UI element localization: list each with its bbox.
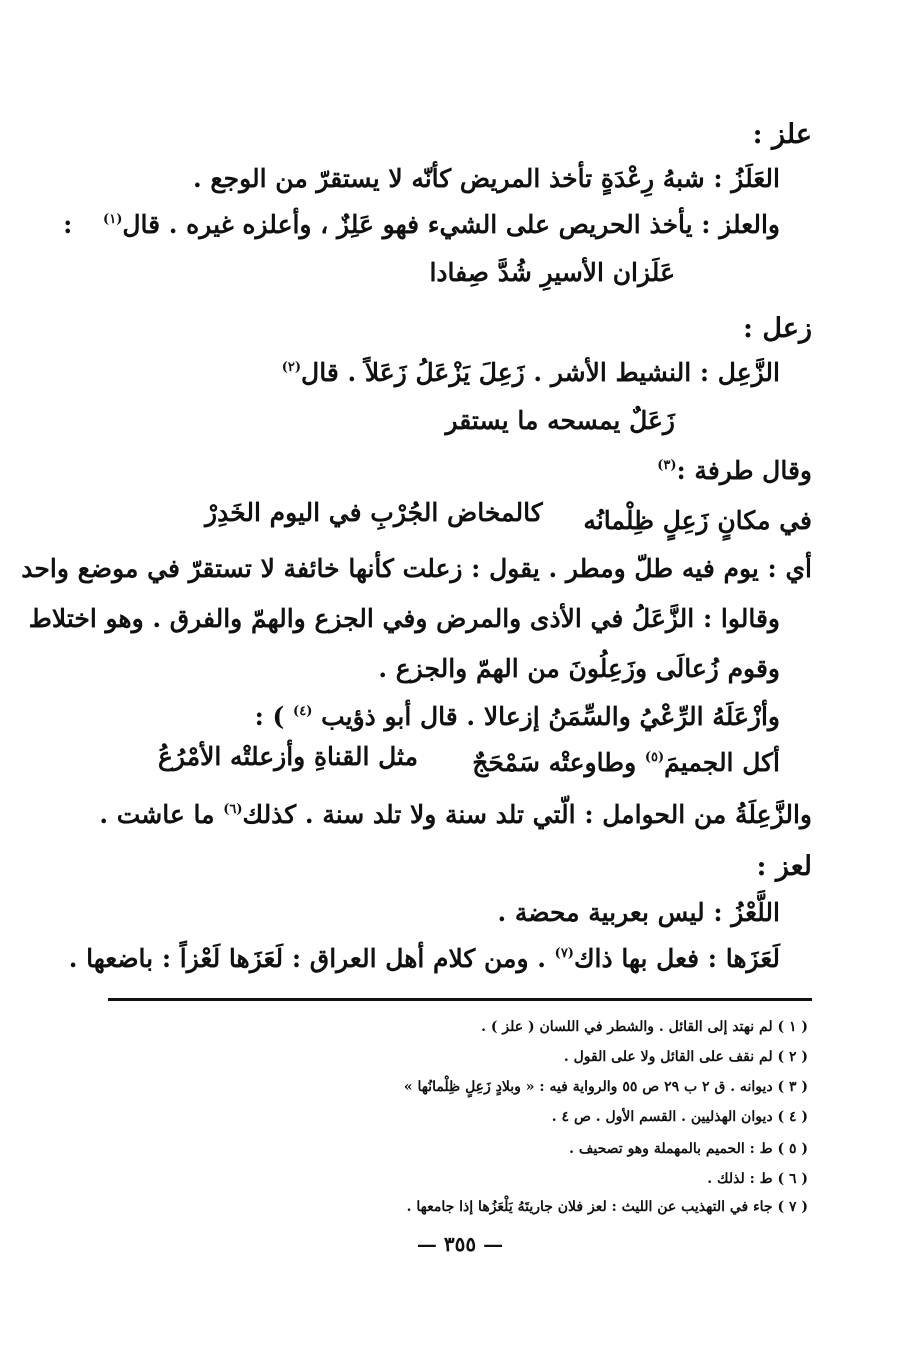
- entry-line: والعلز : يأخذ الحريص على الشيء فهو عَلِزٌ ، وأعلزه غيره . قال$^{(١)}$ :: [63, 210, 780, 239]
- page-number: — ٣٥٥ —: [416, 1232, 504, 1256]
- footnote-ref: (٤): [293, 704, 313, 719]
- entry-line: العَلَزُ : شبهُ رِعْدَةٍ تأخذ المريض كأنّه لا يستقرّ من الوجع .: [192, 164, 780, 193]
- footnote-ref: (٥): [644, 750, 665, 765]
- footnote-ref: (٣): [657, 458, 677, 473]
- footnote-ref: (٧): [554, 946, 574, 961]
- footnote-separator: [108, 998, 812, 1001]
- footnote-ref: (٦): [223, 802, 243, 817]
- entry-line: والزَّعِلَةُ من الحوامل : الّتي تلد سنة ولا تلد سنة . كذلك$^{(٦)}$ ما عاشت .: [99, 800, 812, 829]
- entry-line: وقوم زُعالَى وزَعِلُونَ من الهمّ والجزع .: [378, 654, 780, 683]
- footnote: ( ٣ ) ديوانه . ق ٢ ب ٢٩ ص ٥٥ والرواية فيه : « وبلادٍ زَعِلٍ ظِلْمانُها »: [403, 1079, 808, 1095]
- entry-line: وأزْعَلَهُ الرِّعْيُ والسِّمَنُ إزعالا . قال أبو ذؤيب $^{(٤)}$ ) :: [254, 702, 780, 731]
- verse-line: عَلَزان الأسيرِ شُدَّ صِفادا: [429, 258, 675, 287]
- entry-heading-zaal: زعل :: [743, 313, 812, 344]
- entry-line: لَعَزَها : فعل بها ذاك$^{(٧)}$ . ومن كلام أهل العراق : لَعَزَها لَعْزاً : باضعها .: [68, 944, 780, 973]
- entry-heading-laaz: لعز :: [756, 851, 812, 882]
- verse-line: زَعَلٌ يمسحه ما يستقر: [445, 406, 675, 435]
- footnote-ref: (٢): [281, 360, 302, 375]
- verse-hemistich-second: كالمخاض الجُرْبِ في اليوم الخَدِرْ: [205, 498, 543, 527]
- footnote: ( ٦ ) ط : لذلك .: [707, 1171, 808, 1187]
- verse-hemistich-first: أكل الجميمَ$^{(٥)}$ وطاوعتْه سَمْحَجٌ: [472, 748, 780, 777]
- footnote: ( ٤ ) ديوان الهذليين . القسم الأول . ص ٤ .: [551, 1109, 808, 1125]
- footnote: ( ٢ ) لم نقف على القائل ولا على القول .: [563, 1049, 808, 1065]
- footnote: ( ٧ ) جاء في التهذيب عن الليث : لعز فلان جاريتَهُ يَلْعَزُها إذا جامعها .: [406, 1199, 808, 1215]
- footnote: ( ١ ) لم نهتد إلى القائل . والشطر في اللسان ( علز ) .: [481, 1019, 808, 1035]
- entry-line: اللَّعْزُ : ليس بعربية محضة .: [497, 898, 780, 927]
- entry-line: وقال طرفة :$^{(٣)}$: [657, 456, 812, 485]
- entry-line: وقالوا : الزَّعَلُ في الأذى والمرض وفي الجزع والهمّ والفرق . وهو اختلاط: [28, 604, 780, 633]
- entry-line: الزَّعِل : النشيط الأشر . زَعِلَ يَزْعَلُ زَعَلاً . قال$^{(٢)}$: [281, 358, 780, 387]
- footnote-ref: (١): [103, 212, 123, 227]
- entry-line: أي : يوم فيه طلّ ومطر . يقول : زعلت كأنها خائفة لا تستقرّ في موضع واحد: [21, 554, 812, 583]
- entry-heading-alaz: علز :: [752, 119, 812, 150]
- verse-hemistich-first: في مكانٍ زَعِلٍ ظِلْمانُه: [583, 506, 812, 535]
- footnote: ( ٥ ) ط : الحميم بالمهملة وهو تصحيف .: [569, 1141, 808, 1157]
- verse-hemistich-second: مثل القناةِ وأزعلتْه الأمْرُعُ: [158, 742, 418, 771]
